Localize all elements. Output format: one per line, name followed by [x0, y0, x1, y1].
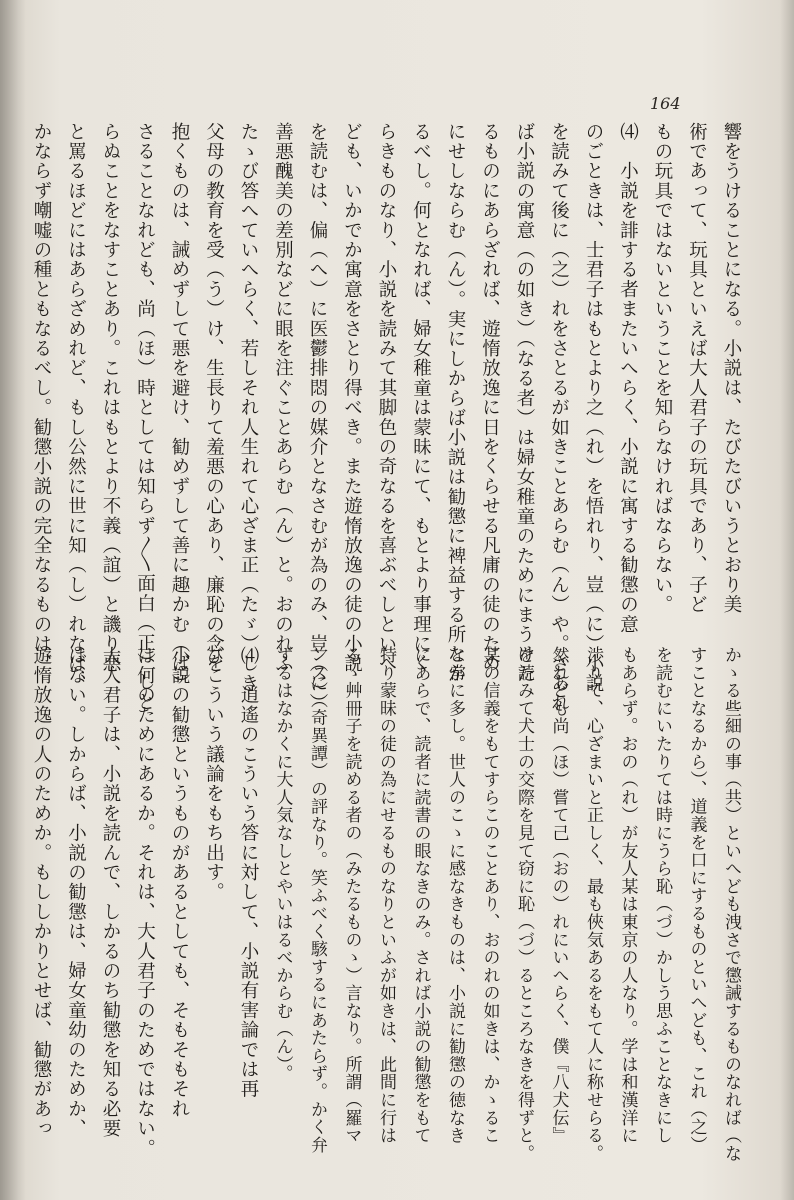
text-line: 遊惰放逸の人のためか。もししかりとせば、勧懲があっ [31, 646, 52, 1139]
text-line: のごときは、士君子はもとより之（れ）を悟れり、豈（に）小説 [583, 122, 604, 694]
text-line: るゝ艸冊子を読める者の（みたるものゝ）言なり。所謂（羅マ [341, 646, 362, 1145]
text-line: もあらず。おの（れ）が友人某は東京の人なり。学は和漢洋に [617, 646, 638, 1145]
text-line: 抱くものは、誡めずして悪を避け、勧めずして善に趣かむ（ば） [169, 122, 190, 694]
text-line: たゝび答へていへらく、若しそれ人生れて心ざま正（たゞ）しき [238, 122, 259, 694]
upper-text-block [31, 122, 748, 713]
text-line: 善悪醜美の差別などに眼を注ぐことあらむ（ん）と。おのれふ [272, 122, 294, 674]
text-line: 大人君子は、小説を読んで、しかるのち勧懲を知る必要 [100, 646, 121, 1139]
text-line: と常に多し。世人のこゝに感なきものは、小説に勧懲の徳なき [445, 646, 465, 1145]
text-line: 小説の勧懲というものがあるとしても、そもそもそれ [169, 646, 190, 1119]
text-line: 術であって、玩具といえば大人君子の玩具であり、子ど [686, 122, 708, 615]
page-edge-shadow [780, 0, 794, 1200]
text-line: ば小説の寓意（の如き）（なる者）は婦女稚童のためにまうけた [514, 122, 535, 685]
text-line: 某の信義をもてすらこのことあり、おのれの如きは、かゝるこ [479, 646, 500, 1145]
text-line: にせしならむ（ん）。実にしからば小説は勧懲に裨益する所なか [445, 122, 466, 685]
text-line: ⑷ 逍遙のこういう答に対して、小説有害論では再 [238, 646, 259, 1100]
text-line: は何のためにあるか。それは、大人君子のためではない。 [134, 646, 156, 1159]
text-line: びこういう議論をもち出す。 [203, 646, 225, 903]
text-line: と罵るほどにはあらざめれど、もし公然に世に知（し）れなば、 [65, 122, 87, 694]
text-line: を読むにいたりては時にうら恥（づ）かしう思ふことなきにし [652, 646, 672, 1145]
text-line: ども、いかでか寓意をさとり得べき。また遊惰放逸の徒の小説 [341, 122, 363, 674]
text-line: ンス）（奇異譚）の評なり。笑ふべく駭するにあたらず。かく弁 [307, 646, 327, 1154]
text-line: かならず嘲嘘の種ともなるべし。勧懲小説の完全なるものは、 [31, 122, 52, 674]
text-line: にあらで、読者に読書の眼なきのみ。されば小説の勧懲をもて [410, 646, 431, 1145]
page-number: 164 [650, 94, 681, 113]
text-line: を読みて後に（之）れをさとるが如きことあらむ（ん）や。さあれ [548, 122, 570, 713]
text-line: 父母の教育を受（う）け、生長りて羞悪の心あり、廉恥の念を [203, 122, 225, 674]
text-line: ずるはなかくに大人気なしとやいはるべからむ（ん）。 [272, 646, 293, 1083]
text-line: らぬことをなすことあり。これはもとより不義（誼）と譏り悪 [100, 122, 121, 674]
text-line: るべし。何となれば、婦女稚童は蒙昧にて、もとより事理にく [410, 122, 432, 674]
text-line: 渉りて、心ざまいと正しく、最も俠気あるをもて人に称せらる。 [583, 646, 603, 1163]
text-line: もの玩具ではないということを知らなければならない。 [652, 122, 673, 615]
text-line: を読みて犬士の交際を見て窃に恥（づ）るところなきを得ずと。 [514, 646, 534, 1163]
text-line: かゝる些細の事（共）といへども洩さで懲誡するものなれば（な [721, 646, 741, 1163]
text-line: はない。しからば、小説の勧懲は、婦女童幼のためか、 [65, 646, 87, 1139]
text-line: 然れども尚（ほ）嘗て己（おの）れにいへらく、僕『八犬伝』 [548, 646, 569, 1145]
lower-text-block [31, 646, 748, 1163]
text-line: さることなれども、尚（ほ）時としては知らず〳〵面白（正）しと [134, 122, 156, 712]
text-line: すことなるから）、道義を口にするものといへども、これ（之） [686, 646, 707, 1154]
text-line: 特り蒙昧の徒の為にせるものなりといふが如きは、此間に行は [376, 646, 396, 1145]
text-line: るものにあらざれば、遊惰放逸に日をくらせる凡庸の徒のため [479, 122, 501, 674]
spine-shadow [0, 0, 26, 1200]
text-line: 響をうけることになる。小説は、たびたびいうとおり美 [721, 122, 742, 615]
text-line: らきものなり、小説を読みて其脚色の奇なるを喜ぶべしといへ [376, 122, 397, 674]
text-line: を読むは、偏（へ）に医鬱排悶の媒介となさむが為のみ、豈（に） [307, 122, 328, 713]
text-line: ⑷ 小説を誹する者またいへらく、小説に寓する勧懲の意 [617, 122, 639, 635]
